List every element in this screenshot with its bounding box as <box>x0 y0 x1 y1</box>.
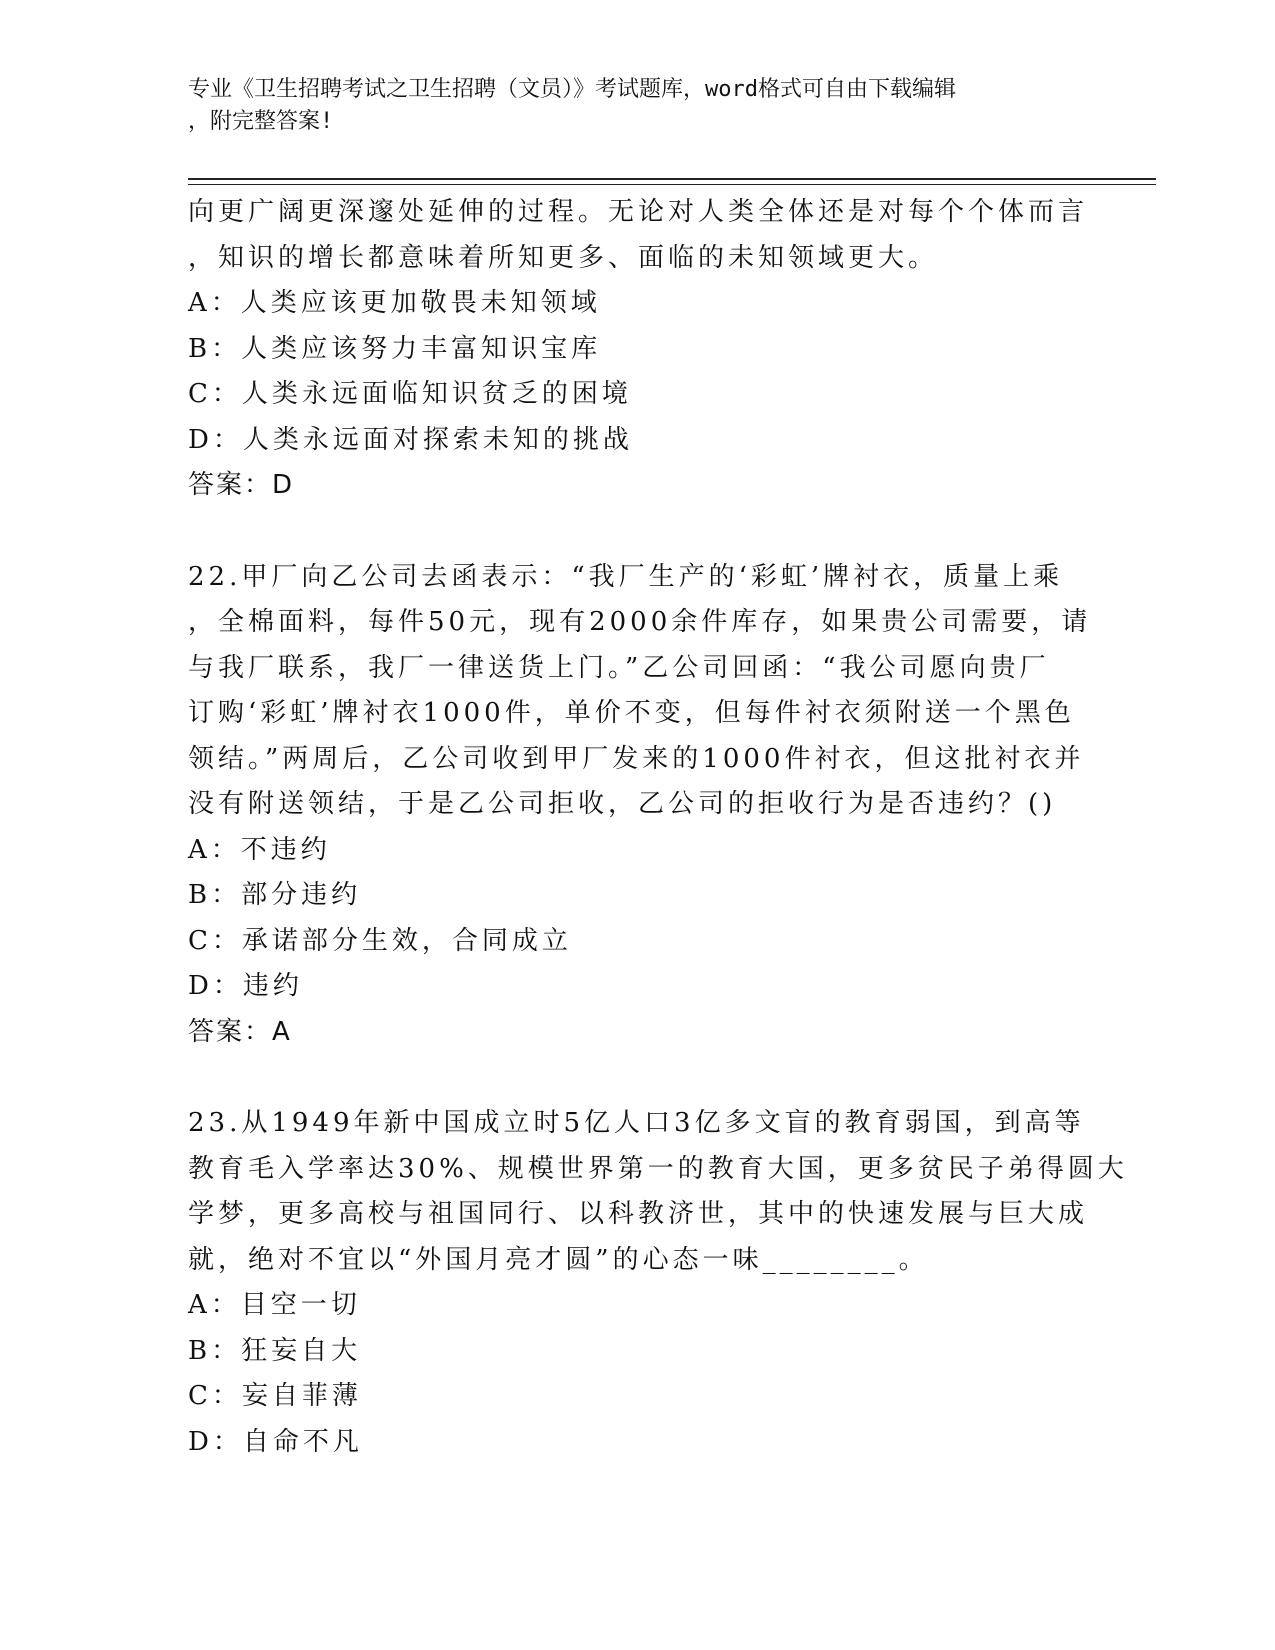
option-c: C：妄自菲薄 <box>188 1381 362 1411</box>
question-stem-line: 向更广阔更深邃处延伸的过程。无论对人类全体还是对每个个体而言 <box>188 197 1089 227</box>
header-rule-thin <box>188 184 1156 185</box>
option-a: A：人类应该更加敬畏未知领域 <box>188 288 601 318</box>
question-23 <box>188 1101 1128 1465</box>
question-stem-line: 就，绝对不宜以“外国月亮才圆”的心态一味________。 <box>188 1244 929 1275</box>
question-stem-line: 学梦，更多高校与祖国同行、以科教济世，其中的快速发展与巨大成 <box>188 1199 1089 1229</box>
header-rule-thick <box>188 178 1156 180</box>
option-c: C：人类永远面临知识贫乏的困境 <box>188 379 632 409</box>
question-stem-line: 没有附送领结，于是乙公司拒收，乙公司的拒收行为是否违约？() <box>188 789 1057 819</box>
question-stem-line: 订购‘彩虹’牌衬衣1000件，单价不变，但每件衬衣须附送一个黑色 <box>188 698 1075 728</box>
answer-label: 答案：D <box>188 470 295 500</box>
option-b: B：狂妄自大 <box>188 1335 362 1366</box>
question-stem-line: 22.甲厂向乙公司去函表示：“我厂生产的‘彩虹’牌衬衣，质量上乘 <box>188 561 1064 592</box>
option-d: D：人类永远面对探索未知的挑战 <box>188 424 633 455</box>
document-header <box>188 74 1088 138</box>
question-stem-line: 教育毛入学率达30%、规模世界第一的教育大国，更多贫民子弟得圆大 <box>188 1153 1128 1184</box>
question-22 <box>188 555 1092 1056</box>
option-b: B：人类应该努力丰富知识宝库 <box>188 333 602 364</box>
option-d: D：违约 <box>188 971 303 1001</box>
option-d: D：自命不凡 <box>188 1426 363 1457</box>
question-stem-line: ，全棉面料，每件50元，现有2000余件库存，如果贵公司需要，请 <box>188 607 1092 637</box>
header-line: 专业《卫生招聘考试之卫生招聘（文员）》考试题库，word格式可自由下载编辑 <box>188 77 956 102</box>
question-list <box>188 190 1128 1465</box>
option-a: A：目空一切 <box>188 1290 361 1320</box>
answer-label: 答案：A <box>188 1016 292 1047</box>
question-21 <box>188 190 1088 509</box>
option-a: A：不违约 <box>188 834 331 865</box>
question-stem-line: 领结。”两周后，乙公司收到甲厂发来的1000件衬衣，但这批衬衣并 <box>188 743 1085 774</box>
question-stem-line: 与我厂联系，我厂一律送货上门。”乙公司回函：“我公司愿向贵厂 <box>188 652 1050 683</box>
header-line: ，附完整答案! <box>188 109 334 134</box>
question-stem-line: 23.从1949年新中国成立时5亿人口3亿多文盲的教育弱国，到高等 <box>188 1108 1085 1138</box>
option-c: C：承诺部分生效，合同成立 <box>188 925 572 956</box>
question-stem-line: ，知识的增长都意味着所知更多、面临的未知领域更大。 <box>188 242 939 273</box>
option-b: B：部分违约 <box>188 880 362 910</box>
